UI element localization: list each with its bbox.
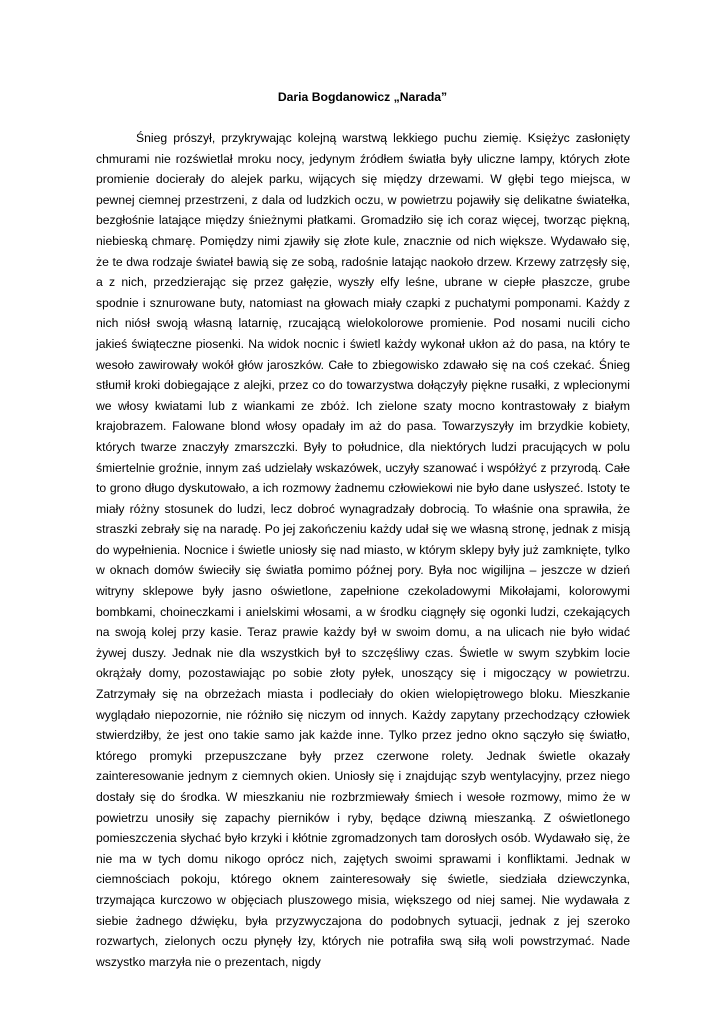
document-title: Daria Bogdanowicz „Narada” <box>277 90 448 104</box>
body-paragraph: Śnieg prószył, przykrywając kolejną warstwą lekkiego puchu ziemię. Księżyc zasłonięty chmurami nie rozświetlał mroku nocy, jedynym źródłem światła były uliczne lampy, których złote promienie docierały do alejek parku, wijących się między drzewami. W głębi tego miejsca, w pewnej ciemnej przestrzeni, z dala od ludzkich oczu, w powietrzu pojawiły się delikatne światełka, bezgłośnie latające między śnieżnymi płatkami. Gromadziło się ich coraz więcej, tworząc piękną, niebieską chmarę. Pomiędzy nimi zjawiły się złote kule, znacznie od nich większe. Wydawało się, że te dwa rodzaje świateł bawią się ze sobą, radośnie latając naokoło drzew. Krzewy zatrzęsły się, a z nich, przedzierając się przez gałęzie, wyszły elfy leśne, ubrane w ciepłe płaszcze, grube spodnie i sznurowane buty, natomiast na głowach miały czapki z puchatymi pomponami. Każdy z nich niósł swoją własną latarnię, rzucającą wielokolorowe promienie. Pod nosami nucili cicho jakieś świąteczne piosenki. Na widok nocnic i świetl każdy wykonał ukłon aż do pasa, na który te wesoło zawirowały wokół głów jaroszków. Całe to zbiegowisko zdawało się na coś czekać. Śnieg stłumił kroki dobiegające z alejki, przez co do towarzystwa dołączyły piękne rusałki, z wplecionymi we włosy kwiatami lub z wiankami ze zbóż. Ich zielone szaty mocno kontrastowały z białym krajobrazem. Falowane blond włosy opadały im aż do pasa. Towarzyszyły im brzydkie kobiety, których twarze znaczyły zmarszczki. Były to południce, dla niektórych ludzi pracujących w polu śmiertelnie groźnie, innym zaś udzielały wskazówek, uczyły szanować i współżyć z przyrodą. Całe to grono długo dyskutowało, a ich rozmowy żadnemu człowiekowi nie było dane usłyszeć. Istoty te miały różny stosunek do ludzi, lecz dobroć wynagradzały dobrocią. To właśnie ona sprawiła, że straszki zebrały się na naradę. Po jej zakończeniu każdy udał się we własną stronę, jednak z misją do wypełnienia. Nocnice i świetle uniosły się nad miasto, w którym sklepy były już zamknięte, tylko w oknach domów świeciły się światła pomimo późnej pory. Była noc wigilijna – jeszcze w dzień witryny sklepowe były jasno oświetlone, zapełnione czekoladowymi Mikołajami, kolorowymi bombkami, choineczkami i anielskimi włosami, a w środku ciągnęły się ogonki ludzi, czekających na swoją kolej przy kasie. Teraz prawie każdy był w swoim domu, a na ulicach nie było widać żywej duszy. Jednak nie dla wszystkich był to szczęśliwy czas. Świetle w swym szybkim locie okrążały domy, pozostawiając po sobie złoty pyłek, unoszący się i migoczący w powietrzu. Zatrzymały się na obrzeżach miasta i podleciały do okien wielopiętrowego bloku. Mieszkanie wyglądało niepozornie, nie różniło się niczym od innych. Każdy zapytany przechodzący człowiek stwierdziłby, że jest ono takie samo jak każde inne. Tylko przez jedno okno sączyło się światło, którego promyki przepuszczane były przez czerwone rolety. Jednak świetle okazały zainteresowanie jednym z ciemnych okien. Uniosły się i znajdując szyb wentylacyjny, przez niego dostały się do środka. W mieszkaniu nie rozbrzmiewały śmiech i wesołe rozmowy, mimo że w powietrzu unosiły się zapachy pierników i ryby, będące dziwną mieszanką. Z oświetlonego pomieszczenia słychać było krzyki i kłótnie zgromadzonych tam dorosłych osób. Wydawało się, że nie ma w tych domu nikogo oprócz nich, zajętych swoimi sprawami i konfliktami. Jednak w ciemnościach pokoju, którego oknem zainteresowały się świetle, siedziała dziewczynka, trzymająca kurczowo w objęciach pluszowego misia, większego od niej samej. Nie wydawała z siebie żadnego dźwięku, była przyzwyczajona do podobnych sytuacji, jednak z jej szeroko rozwartych, zielonych oczu płynęły łzy, których nie potrafiła swą siłą woli powstrzymać. Nade wszystko marzyła nie o prezentach, nigdy <box>96 131 630 969</box>
